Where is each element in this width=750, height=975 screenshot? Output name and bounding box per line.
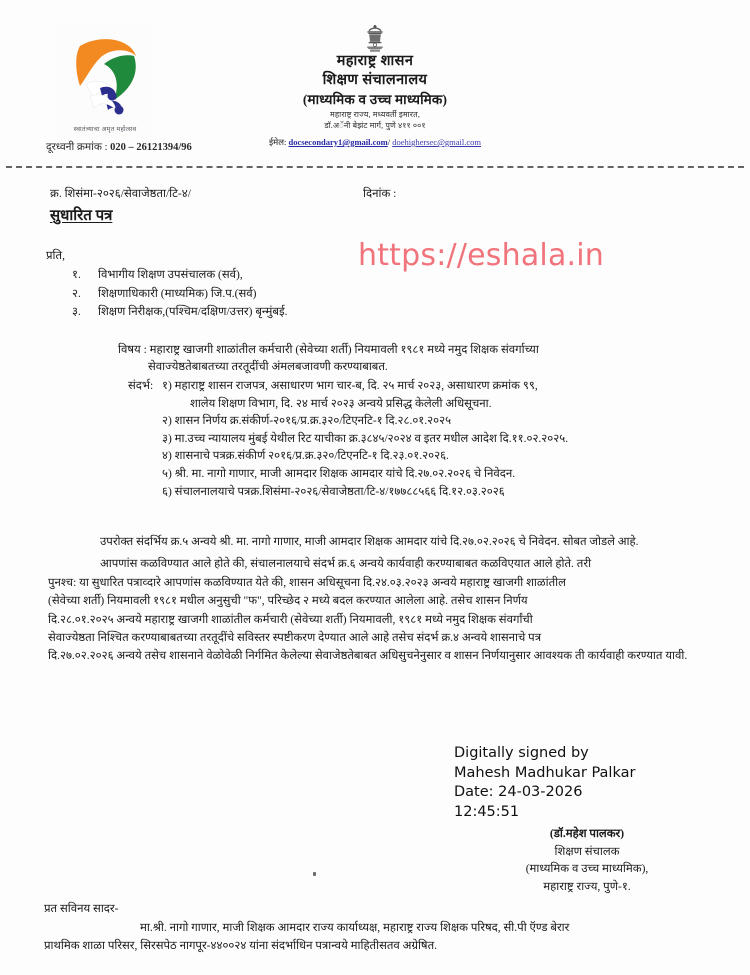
sandarbh-item-5: ५) श्री. मा. नागो गाणार, माजी आमदार शिक्षक आमदार यांचे दि.२७.०२.२०२६ चे निवेदन. xyxy=(162,467,516,480)
phone-number: 020 – 26121394/96 xyxy=(110,142,192,153)
copy-to-heading: प्रत सविनय सादर- xyxy=(44,903,119,915)
copy-to-line-2: प्राथमिक शाळा परिसर, सिरसपेठ नागपूर-४४००२४ यांना संदर्भाधिन पत्रान्वये माहितीसतव अग्रेषित. xyxy=(44,940,438,953)
email-row xyxy=(0,137,750,148)
address-line-1: महाराष्ट्र राज्य, मध्यवर्ती इमारत, xyxy=(330,110,420,119)
sandarbh-block xyxy=(128,378,728,501)
recipients-label: प्रति, xyxy=(46,250,65,262)
logo-caption: स्वातंत्र्याचा अमृत महोत्सव xyxy=(73,126,137,133)
sandarbh-item-3: ३) मा.उच्च न्यायालय मुंबई येथील रिट याचीका क्र.३८४५/२०२४ व इतर मधील आदेश दि.११.०२.२०२५. xyxy=(162,432,569,445)
copy-to-block xyxy=(44,900,720,956)
paragraph-2-line-7: ती कार्यवाही करण्यात यावी. xyxy=(575,650,688,663)
sandarbh-item-4: ४) शासनाचे पत्रक्र.संकीर्ण २०१६/प्र.क्र.३२०/टिएनटि-१ दि.२३.०१.२०२६. xyxy=(162,450,449,463)
subject-block xyxy=(118,342,718,375)
phone-label: दूरध्वनी क्रमांक : xyxy=(46,142,108,153)
heading-line-3: (माध्यमिक व उच्च माध्यमिक) xyxy=(302,92,448,107)
paragraph-2-line-1: आपणांस कळविण्यात आले होते की, संचालनालयाचे संदर्भ क्र.६ अन्वये कार्यवाही करण्याबाबत कळविएयात आले होते. तरी xyxy=(100,558,592,571)
body-paragraph-2 xyxy=(48,555,718,665)
digital-signature-line-3: Date: 24-03-2026 xyxy=(454,784,583,801)
signatory-designation-1: शिक्षण संचालक xyxy=(554,845,620,858)
sandarbh-item-6: ६) संचालनालयाचे पत्रक्र.शिसंमा-२०२६/सेवाजेष्ठता/टि-४/१७७८८५६६ दि.१२.०३.२०२६ xyxy=(162,485,505,498)
digital-signature-line-1: Digitally signed by xyxy=(454,745,589,761)
email-separator: / xyxy=(387,137,391,147)
department-heading xyxy=(0,52,750,131)
sandarbh-item-1-line-1: १) महाराष्ट्र शासन राजपत्र, असाधारण भाग चार-ब, दि. २५ मार्च २०२३, असाधारण क्रमांक ९९, xyxy=(162,380,538,392)
address-line-2: डॉ.अॅनी बेझंट मार्ग, पुणे ४११ ००१ xyxy=(324,121,426,130)
letterhead xyxy=(0,0,750,160)
email-link-primary[interactable]: docsecondary1@gmail.com xyxy=(288,137,388,147)
letter-body xyxy=(48,533,718,670)
sandarbh-item-1-line-2: शालेय शिक्षण विभाग, दि. २४ मार्च २०२३ अन्वये प्रसिद्ध केलेली अधिसूचना. xyxy=(190,397,492,410)
digital-signature-line-2: Mahesh Madhukar Palkar xyxy=(454,764,636,781)
sandarbh-first-row xyxy=(128,378,728,396)
paragraph-1-line-2: सोबत जोडले आहे. xyxy=(562,536,639,548)
heading-line-2: शिक्षण संचालनालय xyxy=(322,72,428,88)
header-divider xyxy=(6,166,744,171)
reference-date-label: दिनांक : xyxy=(363,188,397,200)
recipient-text: विभागीय शिक्षण उपसंचालक (सर्व), xyxy=(98,269,243,281)
ashoka-emblem-icon xyxy=(362,24,388,54)
reference-number: क्र. शिसंमा-२०२६/सेवाजेष्ठता/टि-४/ xyxy=(50,188,191,200)
sandarbh-label: संदर्भ: xyxy=(128,380,154,392)
list-item xyxy=(72,303,288,322)
paragraph-2-line-6: दि.२७.०२.२०२६ अन्वये तसेच शासनाने वेळोवेळी निर्गमित केलेल्या सेवाजेष्ठतेबाबत अधिसुचनेनुसार व शासन निर्णयानुसार आवश्यक xyxy=(48,650,573,663)
email-link-secondary[interactable]: doehighersec@gmail.com xyxy=(392,137,482,147)
paragraph-2-line-3: (सेवेच्या शर्ती) नियमावली १९८१ मधील अनुसुची "फ", परिच्छेद २ मध्ये बदल करण्यात आलेला आहे. तसेच शासन निर्णय xyxy=(48,595,528,608)
subject-line-1: विषय : महाराष्ट्र खाजगी शाळांतील कर्मचारी (सेवेच्या शर्ती) नियमावली १९८१ मध्ये नमुद शिक्षक संवर्गाच्या xyxy=(118,344,539,356)
subject-line-2: सेवाज्येष्ठतेबाबतच्या तरतूदींची अंमलबजावणी करण्याबाबत. xyxy=(148,360,388,373)
watermark-url: https://eshala.in xyxy=(358,238,605,273)
sandarbh-item-2: २) शासन निर्णय क्र.संकीर्ण-२०१६/प्र.क्र.३२०/टिएनटि-१ दि.२८.०१.२०२५ xyxy=(162,415,452,428)
recipient-text: शिक्षण निरीक्षक,(पश्चिम/दक्षिण/उत्तर) बृन्मुंबई. xyxy=(98,306,288,318)
digital-signature-block xyxy=(454,744,635,822)
letter-title: सुधारित पत्र xyxy=(50,208,113,224)
paragraph-2-line-2: पुनश्च: या सुधारित पत्राव्दारे आपणांस कळविण्यात येते की, शासन अधिसूचना दि.२४.०३.२०२३ अन्वये महाराष्ट्र खाजगी शाळांतील xyxy=(48,576,566,589)
signatory-designation-3: महाराष्ट्र राज्य, पुणे-१. xyxy=(543,880,631,893)
paragraph-1-line-1: उपरोक्त संदर्भिय क्र.५ अन्वये श्री. मा. नागो गाणार, माजी आमदार शिक्षक आमदार यांचे दि.२७.०२.२०२६ चे निवेदन. xyxy=(100,536,560,548)
body-paragraph-1 xyxy=(48,533,718,551)
scan-artifact-dot xyxy=(313,872,316,876)
recipient-number: १. xyxy=(72,269,81,281)
digital-signature-line-4: 12:45:51 xyxy=(454,803,520,820)
list-item xyxy=(72,266,288,285)
list-item xyxy=(72,285,288,304)
heading-line-1: महाराष्ट्र शासन xyxy=(336,53,414,69)
paragraph-2-line-4: दि.२८.०१.२०२५ अन्वये महाराष्ट्र खाजगी शाळांतील कर्मचारी (सेवेच्या शर्ती) नियमावली, १९८१ मध्ये नमुद शिक्षक संवर्गांची xyxy=(48,613,533,626)
copy-to-line-1: मा.श्री. नागो गाणार, माजी शिक्षक आमदार राज्य कार्याध्यक्ष, महाराष्ट्र राज्य शिक्षक परिषद, सी.पी ऍण्ड बेरार xyxy=(140,921,570,934)
signatory-block xyxy=(452,826,722,896)
recipients-list xyxy=(72,266,288,322)
recipient-text: शिक्षणाधिकारी (माध्यमिक) जि.प.(सर्व) xyxy=(98,287,257,300)
recipient-number: ३. xyxy=(72,306,81,318)
recipient-number: २. xyxy=(72,287,81,300)
email-label: ईमेल: xyxy=(268,137,287,147)
signatory-designation-2: (माध्यमिक व उच्च माध्यमिक), xyxy=(525,863,649,875)
paragraph-2-line-5: सेवाज्येष्ठता निश्चित करण्याबाबतच्या तरतूदींचे सविस्तर स्पष्टीकरण देण्यात आले आहे तसेच संदर्भ क्र.४ अन्वये शासनाचे पत्र xyxy=(48,632,542,645)
signatory-name: (डॉ.महेश पालकर) xyxy=(549,828,625,840)
